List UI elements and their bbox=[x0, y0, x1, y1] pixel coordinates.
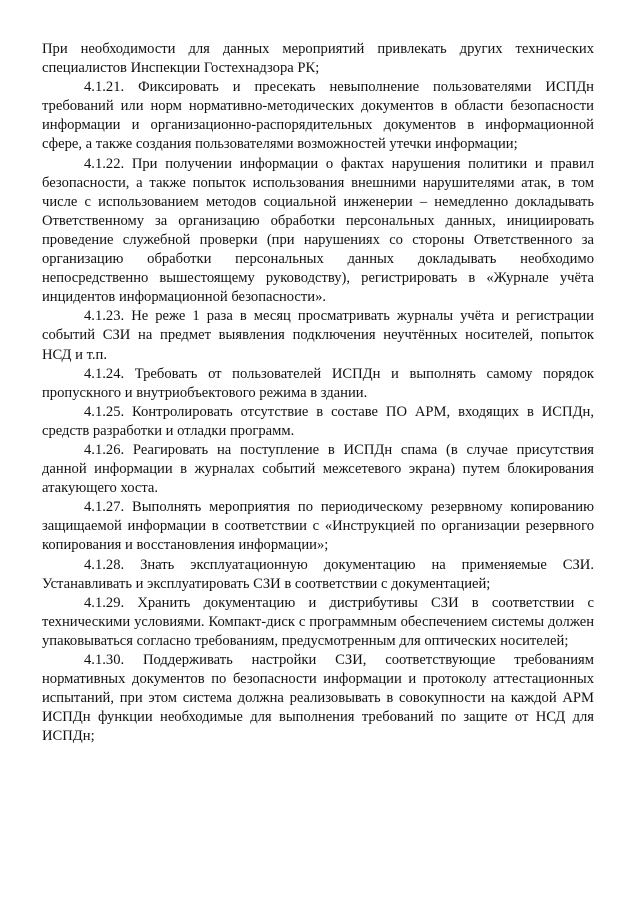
paragraph-4-1-22 bbox=[42, 155, 594, 308]
paragraph-text: При получении информации о фактах нарушения политики и правил безопасности, а также попыток использования внешними нарушителями атак, в том числе с использованием методов социальной инженерии – немедленно докладывать Ответственному за организацию обработки персональных данных, инициировать проведение служебной проверки (при нарушениях со стороны Ответственного за организацию обработки персональных данных докладывать необходимо непосредственно вышестоящему руководству), регистрировать в «Журнале учёта инцидентов информационной безопасности». bbox=[42, 155, 594, 306]
paragraph-number: 4.1.30. bbox=[84, 652, 125, 668]
paragraph-text: При необходимости для данных мероприятий привлекать других технических специалистов Инспекции Гостехнадзора РК; bbox=[42, 41, 594, 77]
paragraph-number: 4.1.22. bbox=[84, 155, 125, 172]
paragraph-text: Требовать от пользователей ИСПДн и выполнять самому порядок пропускного и внутриобъектового режима в здании. bbox=[42, 365, 594, 401]
paragraph-4-1-23 bbox=[42, 307, 594, 364]
paragraph-4-1-26 bbox=[42, 441, 594, 498]
paragraph-text: Реагировать на поступление в ИСПДн спама (в случае присутствия данной информации в журналах событий межсетевого экрана) путем блокирования атакующего хоста. bbox=[42, 441, 594, 497]
paragraph-text: Фиксировать и пресекать невыполнение пользователями ИСПДн требований или норм нормативно-методических документов в области безопасности информации и организационно-распорядительных документов в информационной сфере, а также создания пользователями возможностей утечки информации; bbox=[42, 79, 594, 153]
paragraph-number: 4.1.26. bbox=[84, 441, 125, 458]
paragraph-number: 4.1.25. bbox=[84, 403, 125, 420]
paragraph-4-1-24 bbox=[42, 365, 594, 403]
paragraph-4-1-25 bbox=[42, 403, 594, 441]
paragraph-number: 4.1.23. bbox=[84, 308, 125, 325]
paragraph-number: 4.1.27. bbox=[84, 499, 125, 516]
paragraph-number: 4.1.28. bbox=[84, 556, 125, 573]
paragraph-4-1-28 bbox=[42, 556, 594, 594]
paragraph-number: 4.1.21. bbox=[84, 79, 125, 96]
paragraph-text: Не реже 1 раза в месяц просматривать журналы учёта и регистрации событий СЗИ на предмет выявления подключения неучтённых носителей, попыток НСД и т.п. bbox=[42, 308, 594, 363]
paragraph-text: Хранить документацию и дистрибутивы СЗИ в соответствии с техническими условиями. Компакт-диск с программным обеспечением системы должен упаковываться согласно требованиям, предусмотренным для оптических носителей; bbox=[42, 594, 594, 649]
paragraph-number: 4.1.24. bbox=[84, 365, 125, 382]
document-page bbox=[42, 40, 594, 746]
paragraph-4-1-29 bbox=[42, 594, 594, 651]
paragraph-4-1-30 bbox=[42, 651, 594, 746]
paragraph-text: Знать эксплуатационную документацию на применяемые СЗИ. Устанавливать и эксплуатировать СЗИ в соответствии с документацией; bbox=[42, 556, 594, 592]
paragraph-text: Выполнять мероприятия по периодическому резервному копированию защищаемой информации в соответствии с «Инструкцией по организации резервного копирования и восстановления информации»; bbox=[42, 499, 594, 554]
paragraph-text: Поддерживать настройки СЗИ, соответствующие требованиям нормативных документов по безопасности информации и протоколу аттестационных испытаний, при этом система должна реализовывать в совокупности на каждой АРМ ИСПДн функции необходимые для выполнения требований по защите от НСД для ИСПДн; bbox=[42, 652, 594, 745]
paragraph-text: Контролировать отсутствие в составе ПО АРМ, входящих в ИСПДн, средств разработки и отладки программ. bbox=[42, 403, 594, 439]
paragraph-4-1-21 bbox=[42, 78, 594, 154]
paragraph-intro bbox=[42, 40, 594, 78]
paragraph-number: 4.1.29. bbox=[84, 594, 125, 611]
paragraph-4-1-27 bbox=[42, 498, 594, 555]
